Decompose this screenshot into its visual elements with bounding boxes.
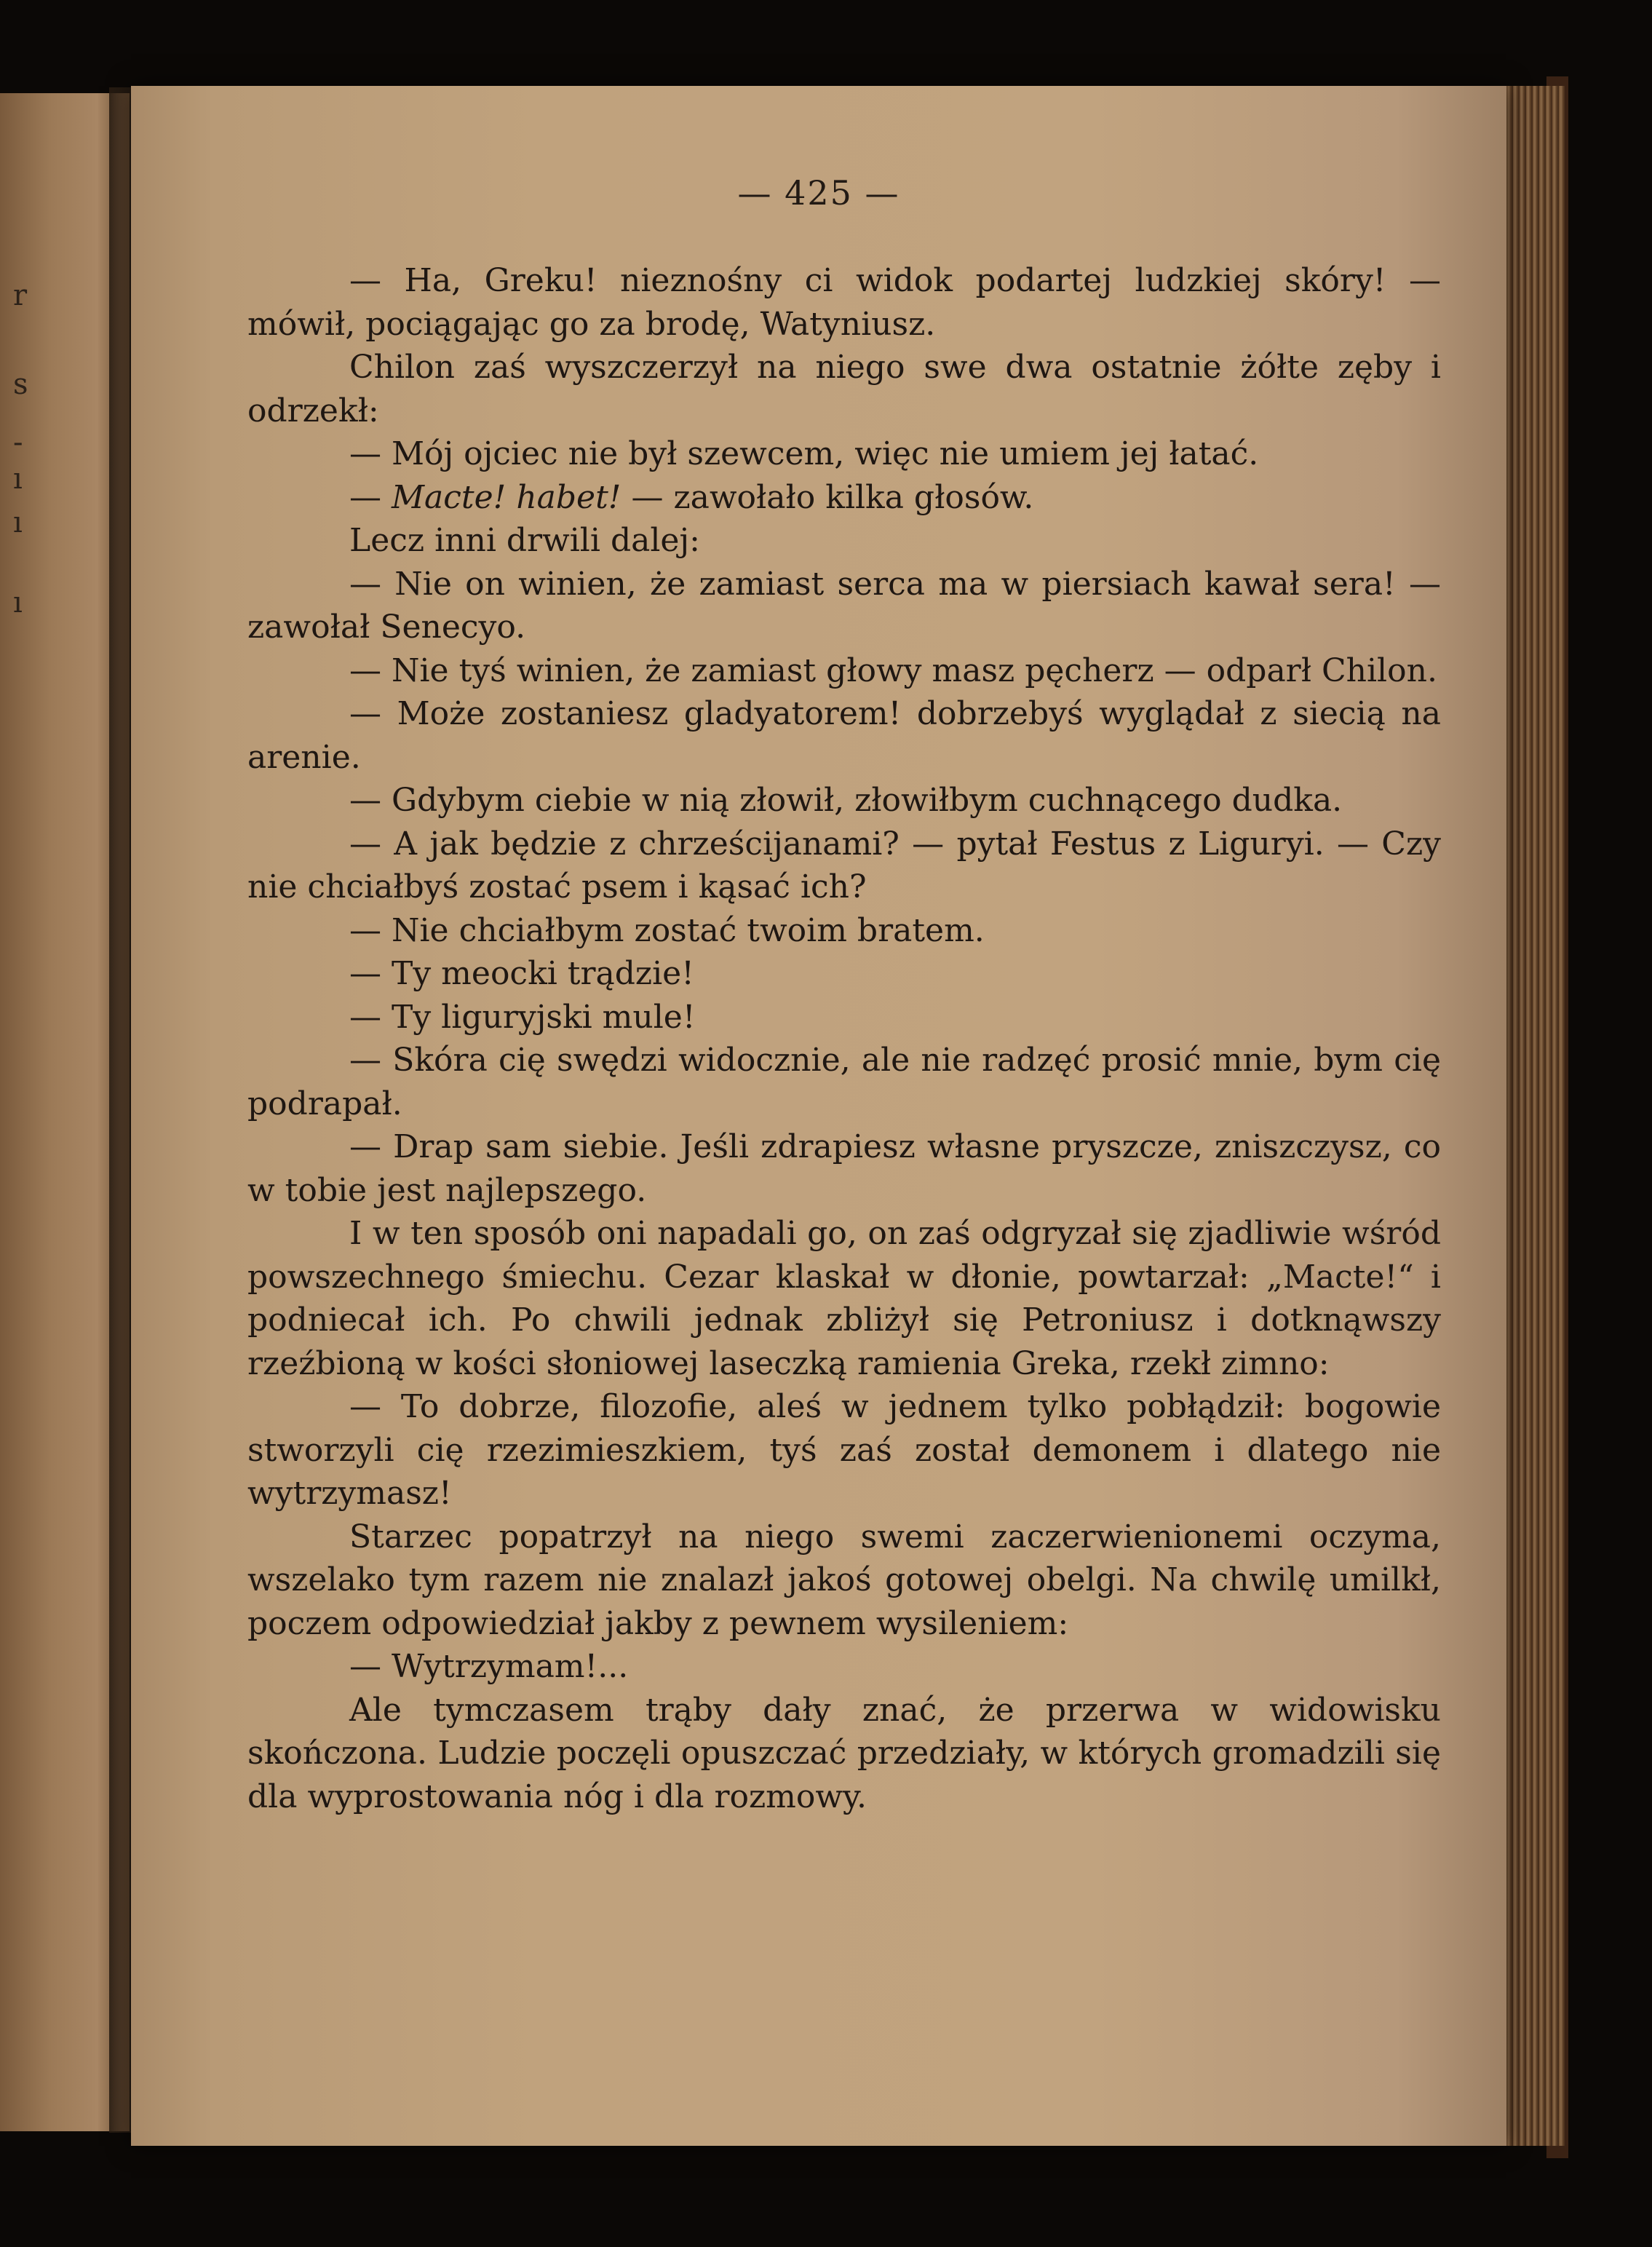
left-page-fragment: s xyxy=(13,368,28,401)
paragraph: — Ty meocki trądzie! xyxy=(349,955,694,992)
paragraph: — Nie tyś winien, że zamiast głowy masz pęcherz — odparł Chilon. xyxy=(349,651,1437,689)
paragraph: — Skóra cię swędzi widocznie, ale nie radzęć prosić mnie, bym cię podrapał. xyxy=(247,1042,1441,1122)
paragraph: Chilon zaś wyszczerzył na niego swe dwa ostatnie żółte zęby i odrzekł: xyxy=(247,349,1441,429)
paragraph: — Mój ojciec nie był szewcem, więc nie umiem jej łatać. xyxy=(349,435,1259,472)
book-page xyxy=(131,86,1506,2146)
left-page-fragment: ı xyxy=(13,462,23,496)
paragraph: — Ha, Greku! nieznośny ci widok podartej ludzkiej skóry! — mówił, pociągając go za brodę, Watyniusz. xyxy=(247,262,1441,343)
paragraph: — Wytrzymam!... xyxy=(349,1648,629,1685)
paragraph: Lecz inni drwili dalej: xyxy=(349,522,700,559)
italic-latin-phrase: Macte! habet! xyxy=(392,478,622,516)
paragraph: — Może zostaniesz gladyatorem! dobrzebyś wyglądał z siecią na arenie. xyxy=(247,695,1441,776)
paragraph: — Ty liguryjski mule! xyxy=(349,998,696,1036)
paragraph-prefix: — xyxy=(349,478,392,516)
left-page-fragment: ı xyxy=(13,586,23,619)
paragraph xyxy=(247,476,1441,520)
paragraph: — Drap sam siebie. Jeśli zdrapiesz własne pryszcze, zniszczysz, co w tobie jest najlepszego. xyxy=(247,1128,1441,1209)
paragraph: — Nie chciałbym zostać twoim bratem. xyxy=(349,911,985,949)
paragraph: Ale tymczasem trąby dały znać, że przerwa w widowisku skończona. Ludzie poczęli opuszczać przedziały, w których gromadzili się dla wyprostowania nóg i dla rozmowy. xyxy=(247,1691,1441,1815)
paragraph: I w ten sposób oni napadali go, on zaś odgryzał się zjadliwie wśród powszechnego śmiechu. Cezar klaskał w dłonie, powtarzał: „Macte!“ i podniecał ich. Po chwili jednak zbliżył się Petroniusz i dotknąwszy rzeźbioną w kości słoniowej laseczką ramienia Greka, rzekł zimno: xyxy=(247,1215,1441,1382)
page-edges xyxy=(1506,86,1565,2146)
left-page-fragment: - xyxy=(13,426,23,459)
paragraph: — Gdybym ciebie w nią złowił, złowiłbym cuchnącego dudka. xyxy=(349,782,1343,819)
page-number: — 425 — xyxy=(737,173,900,213)
paragraph: Starzec popatrzył na niego swemi zaczerwienionemi oczyma, wszelako tym razem nie znalazł jakoś gotowej obelgi. Na chwilę umilkł, poczem odpowiedział jakby z pewnem wysileniem: xyxy=(247,1518,1441,1642)
paragraph: — Nie on winien, że zamiast serca ma w piersiach kawał sera! — zawołał Senecyo. xyxy=(247,565,1441,646)
page-text xyxy=(247,259,1441,1818)
paragraph: — To dobrze, filozofie, aleś w jednem tylko pobłądził: bogowie stworzyli cię rzezimieszkiem, tyś zaś został demonem i dlatego nie wytrzymasz! xyxy=(247,1388,1441,1512)
paragraph-suffix: — zawołało kilka głosów. xyxy=(621,478,1034,516)
left-page-fragment: ı xyxy=(13,506,23,539)
left-page-fragment: r xyxy=(13,279,28,312)
paragraph: — A jak będzie z chrześcijanami? — pytał Festus z Liguryi. — Czy nie chciałbyś zostać psem i kąsać ich? xyxy=(247,825,1441,905)
